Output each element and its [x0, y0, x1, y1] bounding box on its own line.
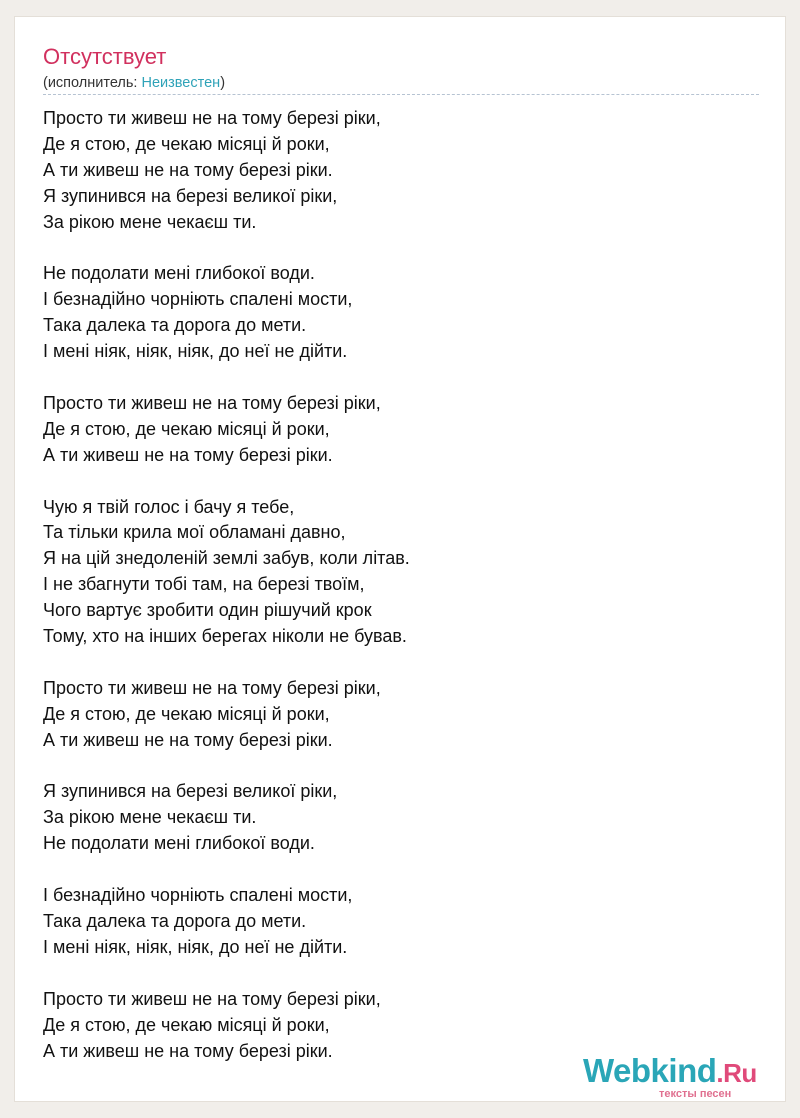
lyrics-line: Просто ти живеш не на тому березі ріки, — [43, 108, 381, 128]
lyrics-line: А ти живеш не на тому березі ріки. — [43, 159, 333, 180]
artist-line — [43, 74, 225, 92]
lyrics-line: А ти живеш не на тому березі ріки. — [43, 729, 333, 750]
song-title: Отсутствует — [43, 44, 167, 69]
lyrics-body — [43, 106, 763, 1064]
lyrics-line: Та тільки крила мої обламані давно, — [43, 522, 346, 543]
lyrics-stanza — [43, 391, 763, 469]
lyrics-line: І безнадійно чорніють спалені мости, — [43, 289, 353, 310]
lyrics-line: Я зупинився на березі великої ріки, — [43, 185, 338, 206]
lyrics-line: Просто ти живеш не на тому березі ріки, — [43, 392, 381, 413]
lyrics-line: Я на цій знедоленій землі забув, коли літав. — [43, 548, 410, 569]
lyrics-line: Така далека та дорога до мети. — [43, 315, 307, 336]
lyrics-page — [14, 16, 786, 1102]
lyrics-line: Де я стою, де чекаю місяці й роки, — [43, 133, 330, 154]
lyrics-line: Не подолати мені глибокої води. — [43, 833, 315, 854]
lyrics-stanza — [43, 676, 763, 754]
logo-tld: .Ru — [716, 1058, 757, 1088]
lyrics-line: Я зупинився на березі великої ріки, — [43, 781, 338, 802]
lyrics-line: Де я стою, де чекаю місяці й роки, — [43, 1014, 330, 1035]
artist-link[interactable]: Неизвестен — [141, 75, 221, 91]
lyrics-line: Чого вартує зробити один рішучий крок — [43, 600, 372, 621]
artist-prefix: (исполнитель: — [43, 75, 142, 91]
lyrics-stanza — [43, 261, 763, 365]
lyrics-stanza — [43, 106, 763, 236]
logo-name: Webkind — [583, 1052, 717, 1089]
lyrics-stanza — [43, 883, 763, 961]
lyrics-line: А ти живеш не на тому березі ріки. — [43, 444, 333, 465]
logo-wordmark — [583, 1051, 757, 1093]
lyrics-line: За рікою мене чекаєш ти. — [43, 807, 257, 828]
lyrics-line: Просто ти живеш не на тому березі ріки, — [43, 677, 381, 698]
logo-tagline: тексты песен — [659, 1088, 732, 1100]
lyrics-line: Де я стою, де чекаю місяці й роки, — [43, 418, 330, 439]
lyrics-line: Не подолати мені глибокої води. — [43, 263, 315, 284]
lyrics-stanza — [43, 779, 763, 857]
lyrics-line: Така далека та дорога до мети. — [43, 911, 307, 931]
site-logo[interactable] — [583, 1051, 783, 1101]
lyrics-line: І не збагнути тобі там, на березі твоїм, — [43, 574, 365, 595]
lyrics-line: І мені ніяк, ніяк, ніяк, до неї не дійти. — [43, 341, 348, 362]
artist-suffix: ) — [220, 75, 226, 91]
lyrics-line: Тому, хто на інших берегах ніколи не бував. — [43, 626, 407, 647]
lyrics-line: За рікою мене чекаєш ти. — [43, 211, 257, 232]
lyrics-line: І мені ніяк, ніяк, ніяк, до неї не дійти. — [43, 936, 348, 957]
lyrics-line: Просто ти живеш не на тому березі ріки, — [43, 988, 381, 1009]
lyrics-line: І безнадійно чорніють спалені мости, — [43, 885, 353, 906]
title-divider — [43, 94, 759, 95]
lyrics-stanza — [43, 495, 763, 650]
lyrics-line: Чую я твій голос і бачу я тебе, — [43, 496, 295, 517]
lyrics-line: А ти живеш не на тому березі ріки. — [43, 1040, 333, 1061]
lyrics-line: Де я стою, де чекаю місяці й роки, — [43, 703, 330, 724]
